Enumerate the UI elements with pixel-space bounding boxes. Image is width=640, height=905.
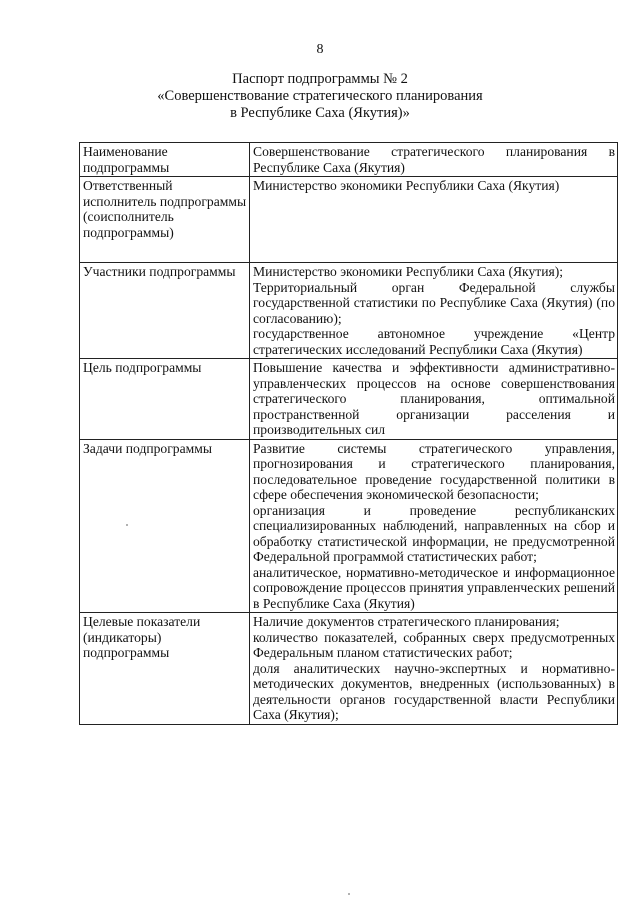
row-label: Цель подпрограммы bbox=[80, 359, 250, 440]
title-line-1: Паспорт подпрограммы № 2 bbox=[232, 71, 408, 87]
title-line-3: в Республике Саха (Якутия)» bbox=[230, 105, 410, 121]
table-row bbox=[80, 359, 618, 440]
scan-speck bbox=[348, 893, 350, 895]
title-line-2: «Совершенствование стратегического планирования bbox=[157, 88, 483, 104]
value-paragraph: Повышение качества и эффективности административно-управленческих процессов на основе совершенствования стратегического планирования, оптимальной пространственной организации расселения и производительных сил bbox=[253, 360, 615, 437]
row-value bbox=[250, 143, 618, 177]
page-number: 8 bbox=[316, 42, 324, 57]
value-paragraph: Министерство экономики Республики Саха (Якутия) bbox=[253, 178, 560, 193]
table-row bbox=[80, 613, 618, 725]
value-paragraph: доля аналитических научно-экспертных и нормативно-методических документов, внедренных (использованных) в деятельности органов государственной власти Республики Саха (Якутия); bbox=[253, 660, 615, 722]
value-paragraph: Развитие системы стратегического управления, прогнозирования и стратегического планирования, последовательное проведение государственной политики в сфере обеспечения экономической безопасности; bbox=[253, 440, 615, 502]
value-paragraph: Территориальный орган Федеральной службы государственной статистики по Республике Саха (Якутия) (по согласованию); bbox=[253, 279, 615, 326]
row-value bbox=[250, 613, 618, 725]
scan-speck bbox=[126, 524, 128, 526]
row-value bbox=[250, 263, 618, 359]
value-paragraph: Министерство экономики Республики Саха (Якутия); bbox=[253, 264, 564, 279]
passport-table bbox=[79, 142, 618, 725]
value-paragraph: Совершенствование стратегического планирования в Республике Саха (Якутия) bbox=[253, 144, 615, 175]
row-value bbox=[250, 359, 618, 440]
row-label: Наименование подпрограммы bbox=[80, 143, 250, 177]
value-paragraph: Наличие документов стратегического планирования; bbox=[253, 614, 560, 629]
table-row bbox=[80, 263, 618, 359]
row-label: Участники подпрограммы bbox=[80, 263, 250, 359]
value-paragraph: организация и проведение республиканских специализированных наблюдений, направленных на сбор и обработку статистической информации, не предусмотренной Федеральной программой статистических работ; bbox=[253, 502, 615, 564]
document-title bbox=[0, 71, 640, 122]
table-row bbox=[80, 439, 618, 613]
table-row bbox=[80, 177, 618, 263]
value-paragraph: количество показателей, собранных сверх предусмотренных Федеральным планом статистических работ; bbox=[253, 629, 615, 660]
row-value bbox=[250, 177, 618, 263]
value-paragraph: аналитическое, нормативно-методическое и информационное сопровождение процессов принятия управленческих решений в Республике Саха (Якутия) bbox=[253, 564, 615, 611]
row-value bbox=[250, 439, 618, 613]
row-label: Задачи подпрограммы bbox=[80, 439, 250, 613]
row-label: Ответственный исполнитель подпрограммы (соисполнитель подпрограммы) bbox=[80, 177, 250, 263]
value-paragraph: государственное автономное учреждение «Центр стратегических исследований Республики Саха (Якутия) bbox=[253, 326, 615, 357]
table-row bbox=[80, 143, 618, 177]
row-label: Целевые показатели (индикаторы) подпрограммы bbox=[80, 613, 250, 725]
